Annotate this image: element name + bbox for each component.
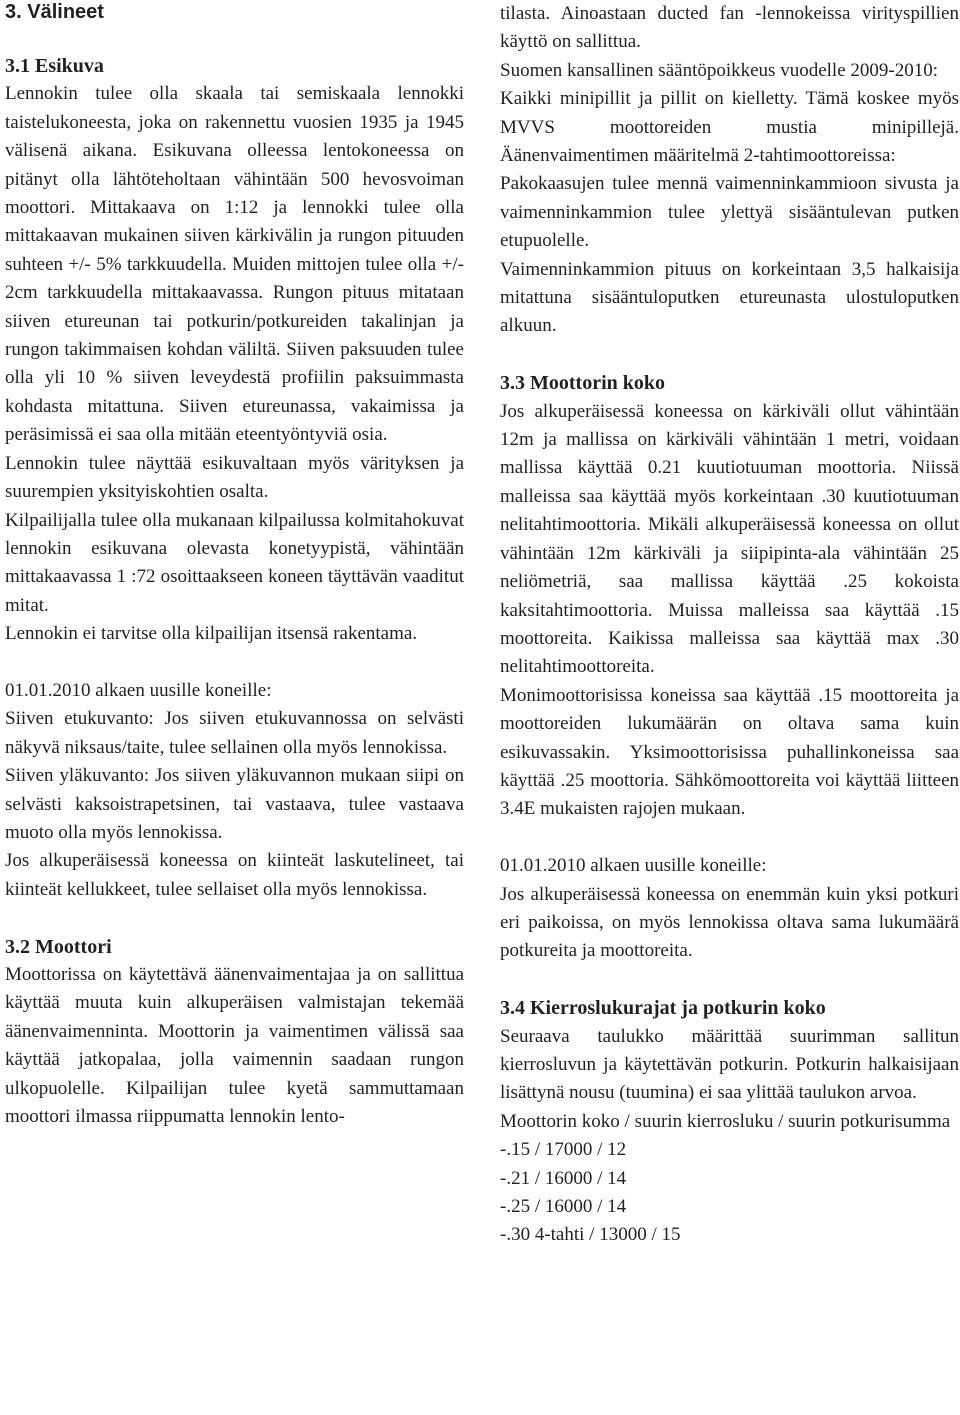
date-note: 01.01.2010 alkaen uusille koneille: xyxy=(5,679,272,701)
section-3-1 xyxy=(5,52,464,1131)
paragraph: Moottorissa on käytettävä äänenvaimentajaa ja on sallittua käyttää muuta kuin alkuperäisen valmistajan tekemää äänenvaimenninta. Moottorin ja vaimentimen välissä saa käyttää jatkopalaa, jolla vaimennin saadaan rungon ulkopuolelle. Kilpailijan tulee kyetä sammuttamaan moottori ilmassa riippumatta lennokin lento- xyxy=(5,963,464,1127)
right-column xyxy=(500,0,959,1250)
date-note: 01.01.2010 alkaen uusille koneille: xyxy=(500,855,767,877)
paragraph: Vaimenninkammion pituus on korkeintaan 3,5 halkaisija mitattuna sisääntuloputken etureunasta ulostuloputken alkuun. xyxy=(500,258,959,337)
paragraph: Jos alkuperäisessä koneessa on kärkiväli ollut vähintään 12m ja mallissa on kärkiväli vähintään 1 metri, voidaan mallissa käyttää 0.21 kuutiotuuman moottoria. Niissä malleissa saa käyttää myös korkeintaan .30 kuutiotuuman nelitahtimoottoria. Mikäli alkuperäisessä koneessa on ollut vähintään 12m kärkiväli ja siipipinta-ala vähintään 25 neliömetriä, saa mallissa käyttää .25 kokoista kaksitahtimoottoria. Muissa malleissa saa käyttää .15 moottoreita. Kaikissa malleissa saa käyttää max .30 nelitahtimoottoreita. xyxy=(500,400,959,678)
paragraph: Monimoottorisissa koneissa saa käyttää .15 moottoreita ja moottoreiden lukumäärän on oltava sama kuin esikuvassakin. Yksimoottorisissa puhallinkoneissa saa käyttää .25 moottoria. Sähkömoottoreita voi käyttää liitteen 3.4E mukaisten rajojen mukaan. xyxy=(500,684,959,820)
paragraph: tilasta. Ainoastaan ducted fan -lennokeissa virityspillien käyttö on sallittua. xyxy=(500,3,959,53)
section-3-2-continued xyxy=(500,0,959,1250)
paragraph: Siiven yläkuvanto: Jos siiven yläkuvannon mukaan siipi on selvästi kaksoistrapetsinen, tai vastaava, tulee vastaava muoto olla myös lennokissa. xyxy=(5,765,464,843)
section-title-moottorin-koko: 3.3 Moottorin koko xyxy=(500,372,665,395)
table-row: -.25 / 16000 / 14 xyxy=(500,1196,627,1218)
paragraph: Lennokin tulee näyttää esikuvaltaan myös värityksen ja suurempien yksityiskohtien osalta. xyxy=(5,452,464,503)
left-column xyxy=(5,0,464,1131)
paragraph: Lennokin ei tarvitse olla kilpailijan itsensä rakentama. xyxy=(5,623,418,645)
section-title-moottori: 3.2 Moottori xyxy=(5,935,112,958)
table-header: Moottorin koko / suurin kierrosluku / suurin potkurisumma xyxy=(500,1110,951,1132)
table-row: -.15 / 17000 / 12 xyxy=(500,1139,627,1161)
paragraph: Seuraava taulukko määrittää suurimman sallitun kierrosluvun ja käytettävän potkurin. Potkurin halkaisijaan lisättynä nousu (tuumina) ei saa ylittää taulukon arvoa. xyxy=(500,1025,959,1104)
section-title-esikuva: 3.1 Esikuva xyxy=(5,55,104,77)
section-title-kierroslukurajat: 3.4 Kierroslukurajat ja potkurin koko xyxy=(500,997,826,1020)
paragraph: Suomen kansallinen sääntöpoikkeus vuodelle 2009-2010: xyxy=(500,59,938,81)
paragraph: Lennokin tulee olla skaala tai semiskaala lennokki taistelukoneesta, joka on rakennettu vuosien 1935 ja 1945 välisenä aikana. Esikuvana olleessa lentokoneessa on pitänyt olla lähtöteholtaan vähintään 500 hevosvoiman moottori. Mittakaava on 1:12 ja lennokki tulee olla mittakaavan mukainen siiven kärkivälin ja rungon pituuden suhteen +/- 5% tarkkuudella. Muiden mittojen tulee olla +/- 2cm tarkkuudella mittakaavassa. Rungon pituus mitataan siiven etureunan tai potkurin/potkureiden takalinjan ja rungon takimmaisen kohdan väliltä. Siiven paksuuden tulee olla yli 10 % siiven leveydestä profiilin paksuimmasta kohdasta mitattuna. Siiven etureunassa, vakaimissa ja peräsimissä ei saa olla mitään eteentyöntyviä osia. xyxy=(5,83,464,446)
table-row: -.21 / 16000 / 14 xyxy=(500,1167,627,1189)
paragraph: Jos alkuperäisessä koneessa on enemmän kuin yksi potkuri eri paikoissa, on myös lennokissa oltava sama lukumäärä potkureita ja moottoreita. xyxy=(500,883,959,962)
paragraph: Jos alkuperäisessä koneessa on kiinteät laskutelineet, tai kiinteät kellukkeet, tulee sellaiset olla myös lennokissa. xyxy=(5,850,464,900)
chapter-heading: 3. Välineet xyxy=(5,1,104,23)
paragraph: Siiven etukuvanto: Jos siiven etukuvannossa on selvästi näkyvä niksaus/taite, tulee sellainen olla myös lennokissa. xyxy=(5,708,464,758)
paragraph: Pakokaasujen tulee mennä vaimenninkammioon sivusta ja vaimenninkammion tulee ylettyä sisääntulevan putken etupuolelle. xyxy=(500,173,959,252)
paragraph: Kaikki minipillit ja pillit on kielletty. Tämä koskee myös MVVS moottoreiden mustia minipillejä. Äänenvaimentimen määritelmä 2-tahtimoottoreissa: xyxy=(500,88,959,167)
paragraph: Kilpailijalla tulee olla mukanaan kilpailussa kolmitahokuvat lennokin esikuvana olevasta konetyypistä, vähintään mittakaavassa 1 :72 osoittaakseen koneen täyttävän vaaditut mitat. xyxy=(5,509,464,616)
table-row: -.30 4-tahti / 13000 / 15 xyxy=(500,1224,681,1246)
